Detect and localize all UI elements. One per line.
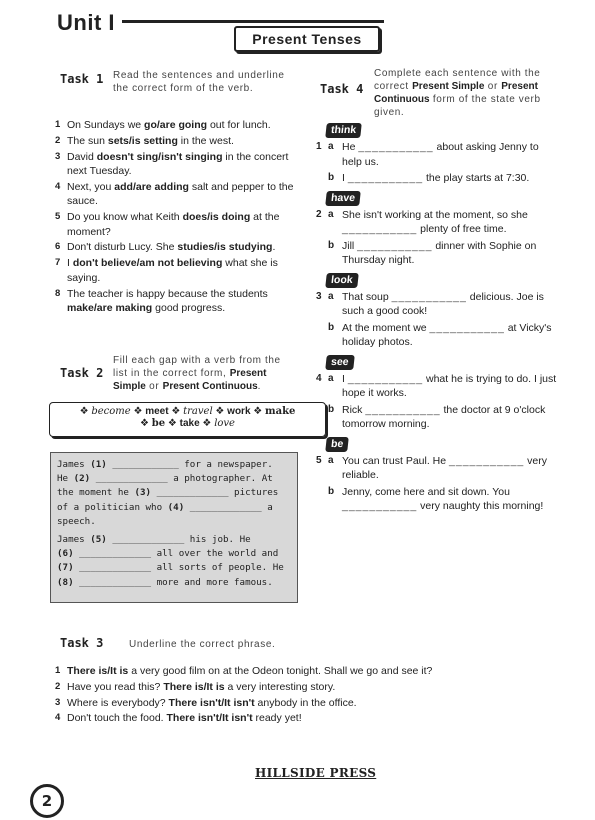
item-text: Have you read this? — [67, 680, 164, 693]
item-choice: There isn't/It isn't — [166, 712, 253, 725]
list-item — [55, 180, 300, 209]
item-letter: a — [328, 290, 334, 302]
item-number: 8 — [55, 287, 61, 299]
passage-box — [50, 452, 298, 603]
item-text: The sun — [67, 134, 108, 147]
list-item — [55, 696, 555, 711]
item-text: You can trust Paul. He — [342, 454, 450, 467]
section-title: Present Tenses — [234, 26, 380, 52]
bullet-icon: ❖ — [168, 406, 184, 417]
word-option: love — [214, 418, 235, 429]
task1-instruction: Read the sentences and underline the correct form of the verb. — [113, 70, 285, 94]
task4-instruction: Complete each sentence with the correct Present Simple or Present Continuous form of the state verb given. — [374, 68, 541, 118]
item-text: She isn't working at the moment, so she — [342, 208, 528, 221]
task1-list — [55, 118, 300, 317]
item-number: 5 — [316, 454, 322, 466]
item-choice: add/are adding — [114, 180, 189, 193]
item-text: I — [342, 172, 348, 184]
item-text: plenty of free time. — [417, 223, 507, 235]
item-number: 6 — [55, 241, 61, 253]
item-text: the play starts at 7:30. — [423, 172, 530, 184]
item-letter: a — [328, 141, 334, 152]
passage-text: ____________ for a newspaper. — [106, 459, 273, 470]
verb-tag: be — [325, 437, 349, 452]
bullet-icon: ❖ — [212, 406, 228, 417]
item-letter: a — [328, 454, 334, 466]
item-text: salt and pepper to the sauce. — [67, 180, 294, 208]
item-text: anybody in the office. — [254, 696, 357, 709]
gap-number: (7) — [57, 562, 74, 574]
gap-number: (4) — [167, 501, 185, 513]
sentence-a — [316, 372, 561, 401]
item-number: 2 — [55, 134, 61, 146]
list-item — [55, 287, 300, 316]
task4-groups — [316, 120, 561, 516]
header-rule — [122, 20, 384, 23]
verb-group — [316, 270, 561, 350]
item-letter: a — [328, 208, 334, 220]
list-item — [55, 680, 555, 695]
item-letter: a — [328, 372, 334, 384]
sentence-b — [316, 171, 561, 186]
passage-line — [57, 501, 291, 515]
sentence-b — [316, 239, 561, 268]
item-text: the doctor at 9 o'clock tomorrow morning. — [342, 403, 546, 430]
item-number: 2 — [316, 208, 322, 220]
word-option: work — [227, 406, 251, 417]
item-text: very reliable. — [342, 454, 548, 481]
sentence-b — [316, 403, 561, 432]
passage-line — [57, 458, 291, 472]
verb-tag-row — [326, 120, 561, 138]
gap-number: (6) — [57, 548, 74, 560]
answer-gap: ___________ — [391, 290, 467, 303]
verb-tag: see — [325, 355, 354, 370]
bullet-icon: ❖ — [140, 418, 152, 429]
item-text: Where is everybody? — [67, 696, 169, 709]
gap-number: (1) — [90, 459, 107, 470]
item-letter: b — [328, 239, 335, 251]
answer-gap: ___________ — [358, 141, 434, 153]
bullet-icon: ❖ — [130, 406, 146, 417]
item-text: a very good film on at the Odeon tonight. Shall we go and see it? — [128, 665, 433, 677]
item-text: in the concert next Tuesday. — [67, 150, 289, 178]
list-item — [55, 711, 555, 726]
page-number: 2 — [30, 784, 64, 818]
item-text: Rick — [342, 403, 366, 416]
item-text: I — [342, 372, 348, 385]
verb-tag: think — [325, 123, 362, 138]
answer-gap: ___________ — [347, 372, 424, 385]
passage-line — [57, 561, 291, 575]
item-letter: b — [328, 403, 335, 415]
task4-label: Task 4 — [320, 82, 364, 96]
answer-gap: ___________ — [342, 500, 418, 512]
item-text: Don't disturb Lucy. She — [67, 241, 178, 254]
item-text: in the west. — [177, 134, 234, 147]
item-number: 5 — [55, 211, 61, 223]
passage-text: James — [57, 459, 91, 470]
word-option: take — [179, 418, 200, 429]
item-number: 1 — [55, 119, 61, 130]
sentence-a — [316, 454, 561, 483]
item-text: at Vicky's holiday photos. — [342, 321, 552, 348]
item-choice: does/is doing — [182, 211, 251, 224]
word-option: become — [91, 406, 131, 417]
item-number: 1 — [316, 141, 322, 152]
item-text: At the moment we — [342, 321, 430, 334]
sentence-b — [316, 321, 561, 350]
passage-text: He — [57, 473, 74, 485]
verb-tag: have — [325, 191, 361, 206]
item-text: good progress. — [152, 302, 226, 315]
list-item — [55, 256, 300, 285]
task2-instruction: Fill each gap with a verb from the list in the correct form, Present Simple or Present Continuous. — [113, 355, 281, 392]
word-option: be — [151, 418, 166, 429]
task1-label: Task 1 — [60, 72, 104, 86]
passage-line — [57, 486, 291, 500]
item-text: dinner with Sophie on Thursday night. — [342, 239, 537, 266]
item-number: 2 — [55, 680, 61, 692]
passage-text: of a politician who — [57, 501, 168, 513]
task3-label: Task 3 — [60, 636, 104, 650]
word-option: meet — [145, 406, 169, 417]
passage-text: James — [57, 534, 91, 546]
item-number: 7 — [55, 257, 61, 269]
item-text: I — [67, 257, 73, 270]
word-list-box — [49, 402, 326, 437]
item-number: 4 — [55, 180, 61, 192]
item-text: He — [342, 141, 359, 153]
item-text: Jill — [342, 239, 358, 252]
sentence-a — [316, 290, 561, 319]
verb-group — [316, 434, 561, 514]
passage-line — [57, 547, 291, 561]
answer-gap: ___________ — [357, 239, 433, 252]
list-item — [55, 150, 300, 179]
item-number: 4 — [316, 372, 322, 384]
item-text: what he is trying to do. I just hope it works. — [342, 372, 557, 399]
task2-label: Task 2 — [60, 366, 104, 380]
list-item — [55, 664, 555, 679]
item-text: Next, you — [67, 180, 115, 193]
item-letter: b — [328, 172, 335, 183]
item-text: . — [272, 241, 276, 254]
passage-text: the moment he — [57, 487, 135, 499]
verb-tag-row — [326, 270, 561, 288]
item-text: very naughty this morning! — [417, 500, 544, 512]
bullet-icon: ❖ — [199, 418, 215, 429]
verb-group — [316, 188, 561, 268]
answer-gap: ___________ — [365, 403, 441, 416]
bullet-icon: ❖ — [165, 418, 180, 429]
passage-text: _____________ a photographer. At — [90, 473, 273, 485]
task3-instruction: Underline the correct phrase. — [129, 639, 276, 650]
answer-gap: ___________ — [429, 321, 505, 334]
passage-text: _____________ his job. He — [106, 534, 251, 546]
item-text: what she is saying. — [67, 257, 278, 284]
word-list-row — [50, 406, 325, 417]
item-choice: studies/is studying — [177, 241, 273, 254]
sentence-a — [316, 140, 561, 169]
verb-tag: look — [325, 273, 358, 288]
item-text: Do you know what Keith — [67, 211, 183, 224]
word-option: travel — [183, 406, 213, 417]
verb-tag-row — [326, 188, 561, 206]
item-choice: sets/is setting — [107, 134, 178, 147]
item-text: That soup — [342, 290, 392, 303]
item-choice: There is/It is — [163, 680, 225, 693]
passage-text: speech. — [57, 515, 96, 527]
sentence-b — [316, 485, 561, 514]
item-text: Jenny, come here and sit down. You — [342, 485, 510, 498]
item-text: On Sundays we — [67, 119, 145, 131]
answer-gap: ___________ — [347, 172, 424, 184]
list-item — [55, 240, 300, 255]
sentence-a — [316, 208, 561, 237]
gap-number: (5) — [90, 534, 107, 546]
item-choice: There isn't/It isn't — [168, 696, 255, 709]
item-text: David — [67, 150, 97, 163]
item-text: Don't touch the food. — [67, 712, 167, 725]
verb-group — [316, 120, 561, 186]
item-text: ready yet! — [252, 712, 302, 725]
gap-number: (3) — [134, 487, 152, 499]
unit-title: Unit I — [57, 10, 115, 35]
list-item — [55, 118, 300, 133]
item-text: out for lunch. — [207, 119, 271, 131]
item-choice: There is/It is — [67, 665, 129, 677]
item-text: about asking Jenny to help us. — [342, 141, 539, 168]
item-number: 1 — [55, 665, 61, 676]
verb-tag-row — [326, 434, 561, 452]
item-letter: b — [328, 321, 335, 333]
answer-gap: ___________ — [449, 454, 525, 467]
item-choice: go/are going — [144, 119, 208, 131]
item-choice: don't believe/am not believing — [72, 257, 223, 270]
item-text: The teacher is happy because the students — [67, 287, 268, 300]
list-item — [55, 134, 300, 149]
item-text: at the moment? — [67, 211, 280, 238]
item-number: 4 — [55, 712, 61, 724]
item-number: 3 — [55, 150, 61, 162]
passage-line — [57, 576, 291, 590]
passage-text: _____________ all over the world and — [73, 548, 279, 560]
passage-text: _____________ all sorts of people. He — [73, 562, 284, 574]
passage-line — [57, 533, 291, 547]
bullet-icon: ❖ — [250, 406, 266, 417]
passage-text: _____________ a — [184, 501, 273, 513]
verb-group — [316, 352, 561, 432]
passage-line — [57, 515, 291, 529]
item-choice: make/are making — [67, 302, 153, 315]
bullet-icon: ❖ — [79, 406, 92, 417]
word-option: make — [265, 406, 296, 417]
word-list-row — [50, 418, 325, 429]
passage-text: _____________ more and more famous. — [73, 576, 273, 588]
item-text: a very interesting story. — [224, 680, 336, 693]
item-letter: b — [328, 485, 335, 497]
item-number: 3 — [316, 290, 322, 302]
task3-list — [55, 664, 555, 727]
passage-text: _____________ pictures — [151, 487, 279, 499]
gap-number: (8) — [57, 576, 74, 588]
list-item — [55, 210, 300, 239]
publisher-logo: HILLSIDE PRESS — [255, 766, 377, 780]
answer-gap: ___________ — [342, 223, 418, 235]
item-text: delicious. Joe is such a good cook! — [342, 290, 544, 317]
gap-number: (2) — [73, 473, 91, 485]
item-number: 3 — [55, 696, 61, 708]
passage-line — [57, 472, 291, 486]
verb-tag-row — [326, 352, 561, 370]
item-choice: doesn't sing/isn't singing — [96, 150, 223, 163]
